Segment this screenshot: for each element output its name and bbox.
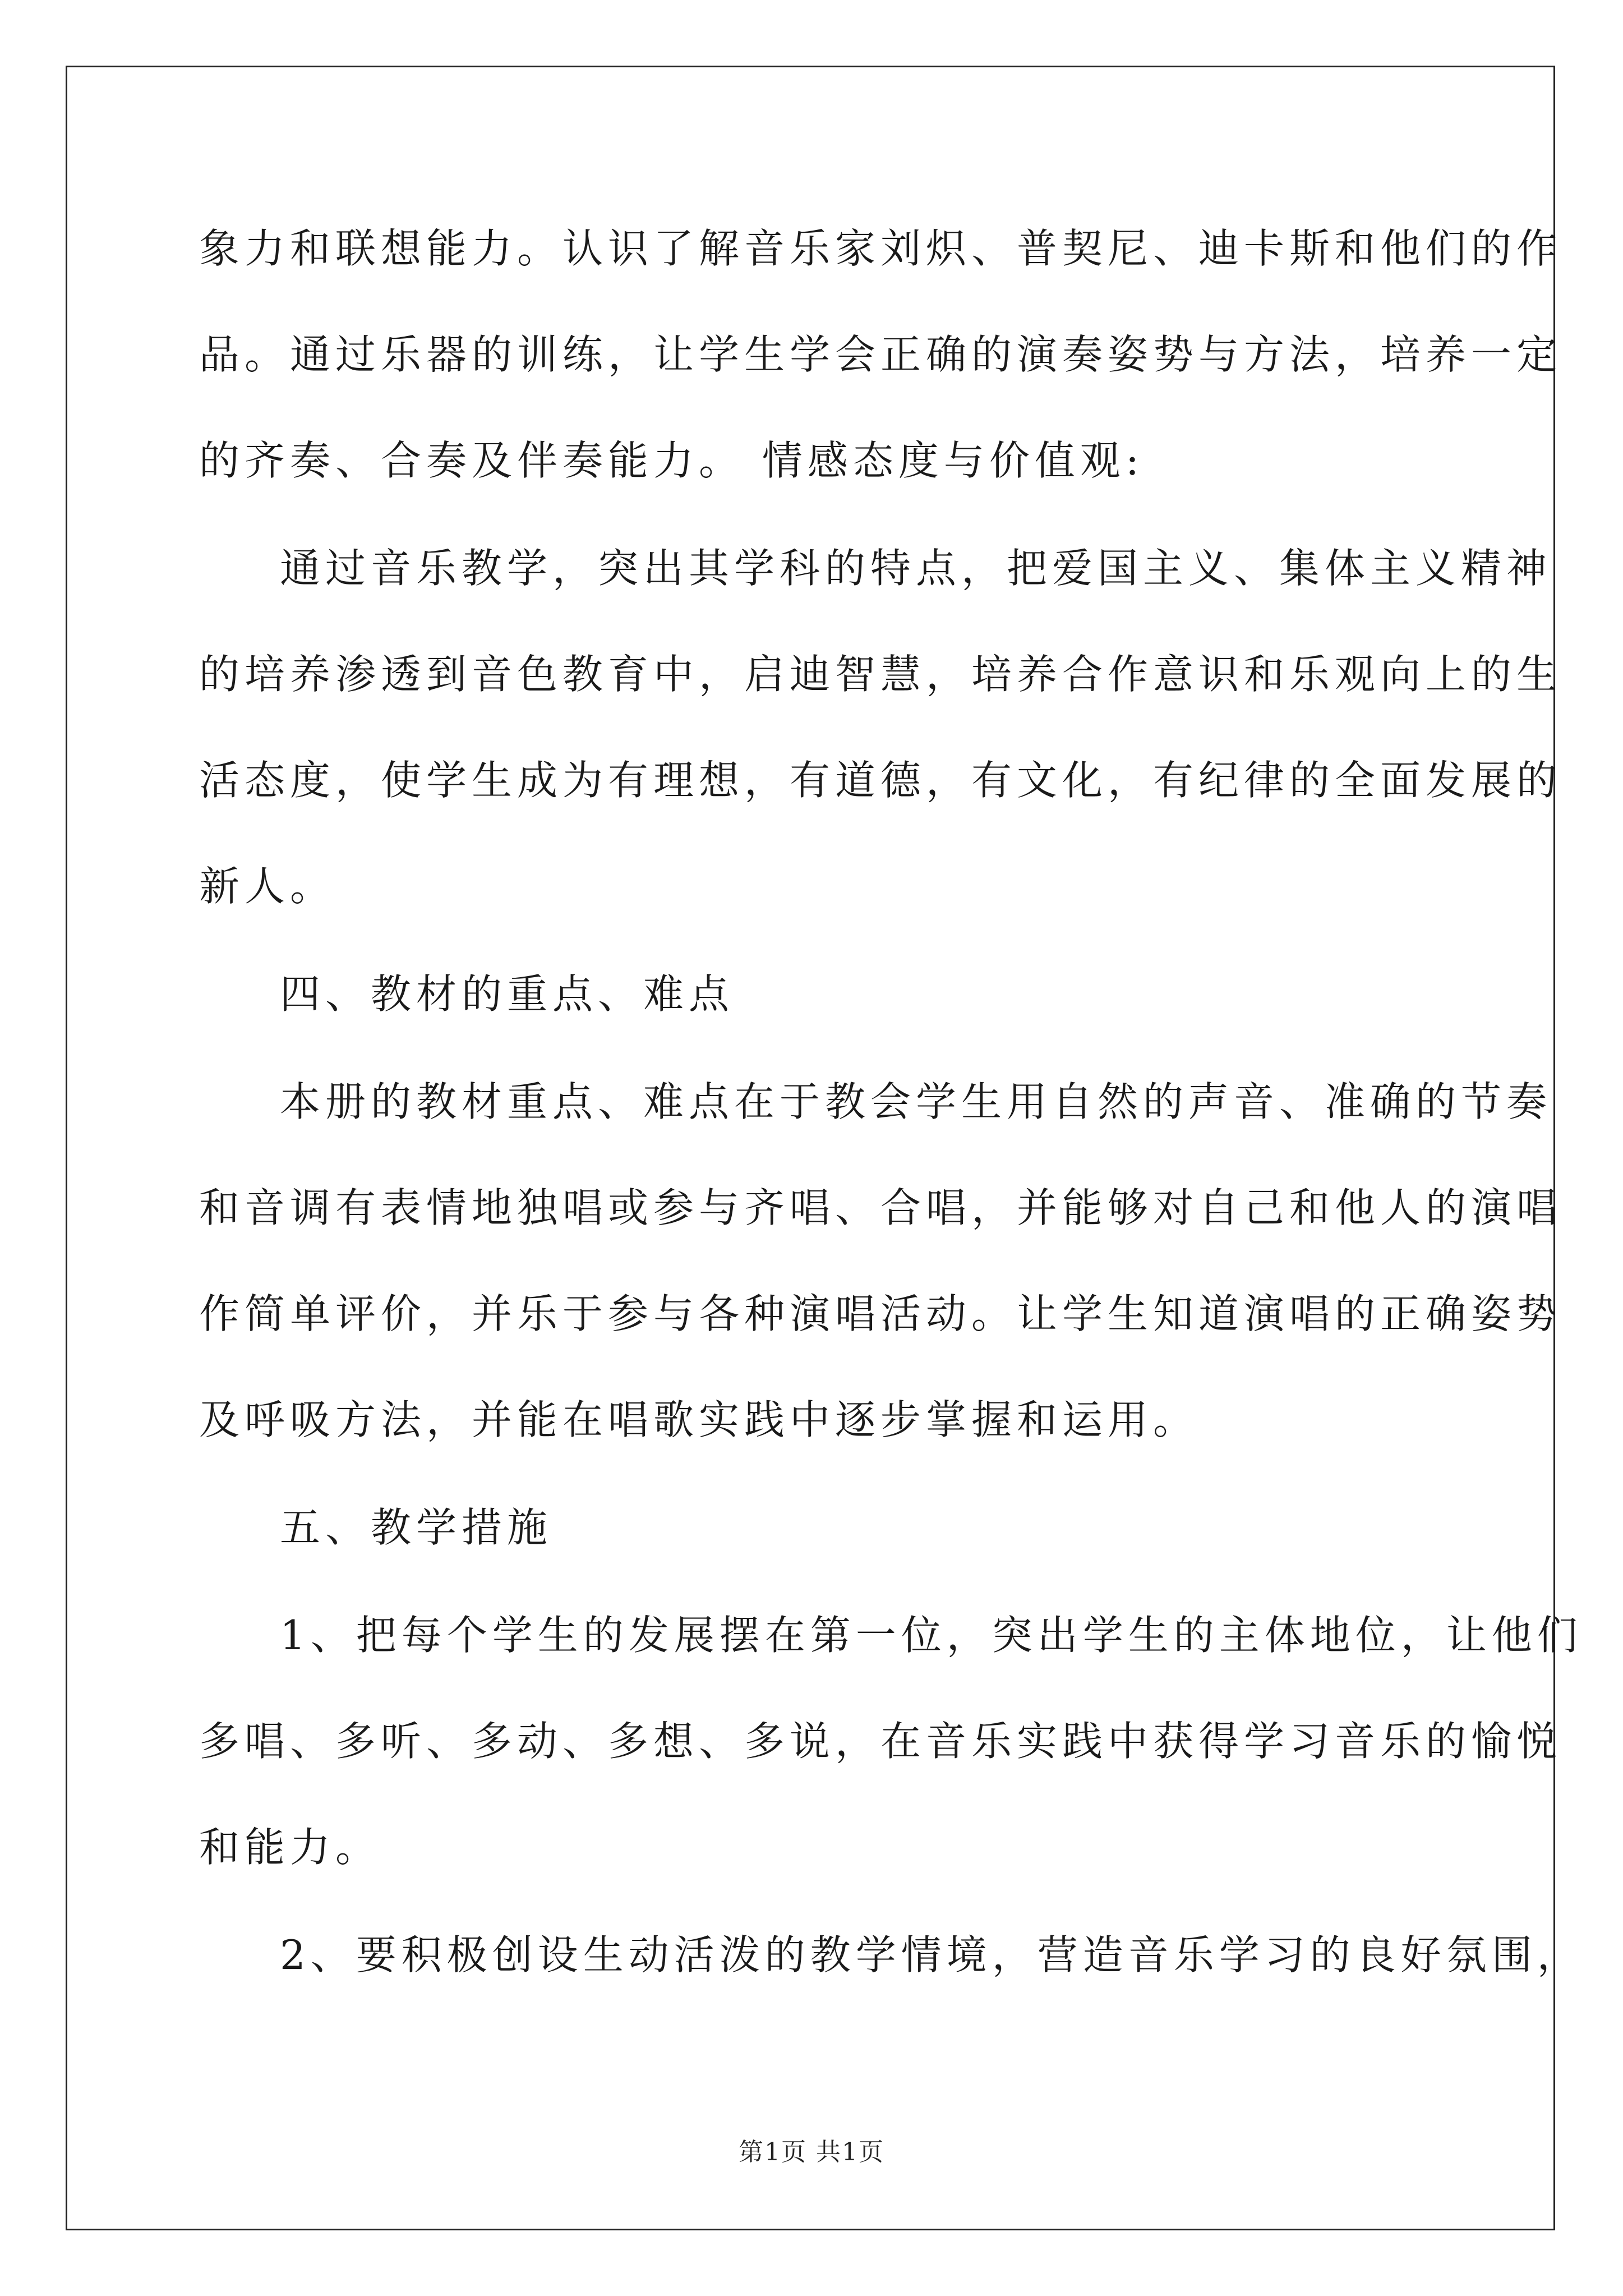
text-line: 的培养渗透到音色教育中，启迪智慧，培养合作意识和乐观向上的生 <box>199 651 1562 698</box>
text-line: 象力和联想能力。认识了解音乐家刘炽、普契尼、迪卡斯和他们的作 <box>199 225 1562 272</box>
text-line: 活态度，使学生成为有理想，有道德，有文化，有纪律的全面发展的 <box>199 757 1562 804</box>
paragraph-start: 2、要积极创设生动活泼的教学情境，营造音乐学习的良好氛围， <box>280 1931 1583 1978</box>
section-heading-key-points: 四、教材的重点、难点 <box>280 970 735 1018</box>
paragraph-start: 本册的教材重点、难点在于教会学生用自然的声音、准确的节奏 <box>280 1078 1552 1125</box>
section-heading-measures: 五、教学措施 <box>280 1504 553 1551</box>
text-line: 及呼吸方法，并能在唱歌实践中逐步掌握和运用。 <box>199 1396 1199 1443</box>
paragraph-start: 通过音乐教学，突出其学科的特点，把爱国主义、集体主义精神 <box>280 545 1552 592</box>
text-line: 新人。 <box>199 863 336 910</box>
text-line: 的齐奏、合奏及伴奏能力。 情感态度与价值观: <box>199 437 1145 484</box>
text-line: 和能力。 <box>199 1824 381 1871</box>
paragraph-start: 1、把每个学生的发展摆在第一位，突出学生的主体地位，让他们 <box>280 1612 1583 1659</box>
document-body <box>199 222 1583 1982</box>
text-line: 多唱、多听、多动、多想、多说，在音乐实践中获得学习音乐的愉悦 <box>199 1718 1562 1765</box>
text-line: 品。通过乐器的训练，让学生学会正确的演奏姿势与方法，培养一定 <box>199 331 1562 378</box>
page-number: 第1页 共1页 <box>739 2138 884 2166</box>
text-line: 作简单评价，并乐于参与各种演唱活动。让学生知道演唱的正确姿势 <box>199 1290 1562 1337</box>
text-line: 和音调有表情地独唱或参与齐唱、合唱，并能够对自己和他人的演唱 <box>199 1184 1562 1231</box>
